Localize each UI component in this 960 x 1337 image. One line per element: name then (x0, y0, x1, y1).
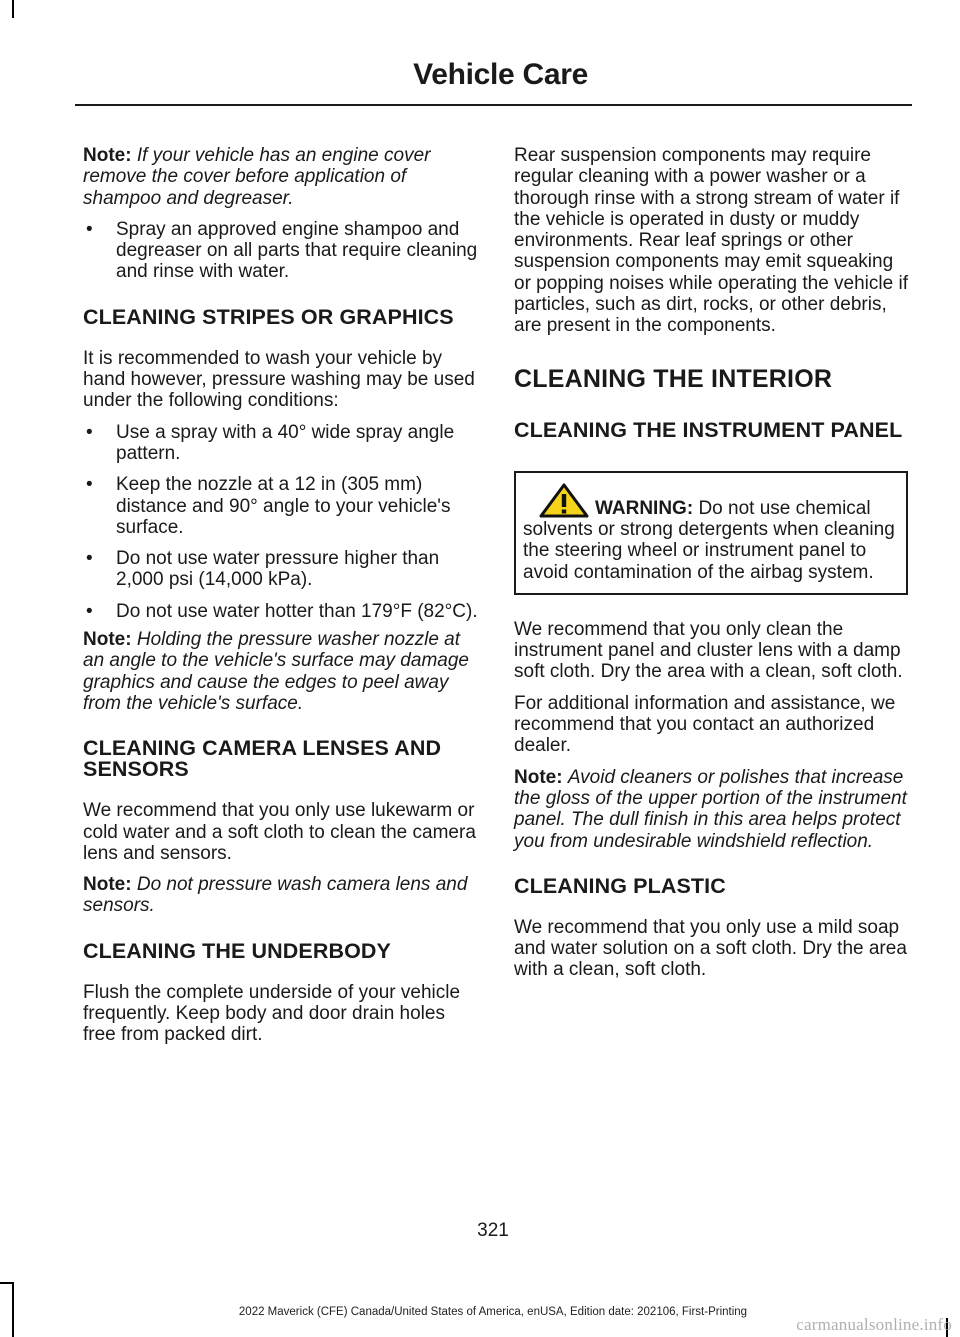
page-title: Vehicle Care (413, 58, 588, 91)
heading-stripes-graphics: CLEANING STRIPES OR GRAPHICS (83, 304, 454, 329)
heading-cleaning-plastic: CLEANING PLASTIC (514, 873, 726, 898)
heading-cleaning-interior: CLEANING THE INTERIOR (514, 364, 833, 393)
paragraph: It is recommended to wash your vehicle by hand however, pressure washing may be used under the following conditions: (83, 347, 475, 412)
heading-underbody: CLEANING THE UNDERBODY (83, 938, 391, 963)
list-item: • Use a spray with a 40° wide spray angle pattern. (83, 422, 481, 465)
header-divider (75, 104, 912, 106)
note-camera: Note: Do not pressure wash camera lens and sensors. (83, 874, 468, 917)
list-item: • Keep the nozzle at a 12 in (305 mm) distance and 90° angle to your vehicle's surface. (83, 474, 481, 538)
watermark: carmanualsonline.info (796, 1315, 952, 1334)
paragraph: Rear suspension components may require regular cleaning with a power washer or a thorough rinse with a strong stream of water if the vehicle is operated in dusty or muddy environments. Rear leaf springs or other suspension components may emit squeaking or popping noises while operating the vehicle if particles, such as dirt, rocks, or other debris, are present in the components. (514, 145, 908, 337)
paragraph: We recommend that you only use a mild soap and water solution on a soft cloth. Dry the area with a clean, soft cloth. (514, 916, 907, 981)
paragraph: Flush the complete underside of your vehicle frequently. Keep body and door drain holes free from packed dirt. (83, 981, 461, 1046)
heading-camera-lenses: CLEANING CAMERA LENSES AND SENSORS (83, 736, 442, 782)
note-gloss: Note: Avoid cleaners or polishes that increase the gloss of the upper portion of the instrument panel. The dull finish in this area helps protect you from undesirable windshield reflection. (514, 766, 907, 852)
paragraph: We recommend that you only clean the instrument panel and cluster lens with a damp soft cloth. Dry the area with a clean, soft cloth. (514, 618, 903, 683)
list-item: • Spray an approved engine shampoo and degreaser on all parts that require cleaning and rinse with water. (83, 219, 481, 283)
note-pressure-washer: Note: Holding the pressure washer nozzle at an angle to the vehicle's surface may damage graphics and cause the edges to peel away from the vehicle's surface. (83, 629, 469, 714)
warning-label: WARNING: (595, 497, 694, 519)
warning-triangle-icon (539, 483, 589, 518)
page-number: 321 (477, 1220, 509, 1241)
left-column (83, 145, 481, 1056)
crop-mark (12, 0, 14, 18)
warning-text: Do not use chemical solvents or strong detergents when cleaning the steering wheel or instrument panel to avoid contamination of the airbag system. (523, 497, 895, 583)
paragraph: We recommend that you only use lukewarm or cold water and a soft cloth to clean the camera lens and sensors. (83, 800, 476, 864)
warning-box (514, 471, 908, 595)
paragraph: For additional information and assistance, we recommend that you contact an authorized dealer. (514, 692, 896, 757)
note-engine-cover: Note: If your vehicle has an engine cover remove the cover before application of shampoo and degreaser. (83, 145, 431, 209)
edition-footer: 2022 Maverick (CFE) Canada/United States of America, enUSA, Edition date: 202106, First-Printing (238, 1306, 748, 1318)
list-item: • Do not use water pressure higher than 2,000 psi (14,000 kPa). (83, 548, 481, 591)
crop-mark (0, 1282, 12, 1284)
bullet-list (83, 422, 481, 622)
right-column (514, 145, 908, 991)
bullet-list (83, 219, 481, 283)
list-item: • Do not use water hotter than 179°F (82°C). (83, 601, 481, 622)
heading-instrument-panel: CLEANING THE INSTRUMENT PANEL (514, 417, 903, 442)
